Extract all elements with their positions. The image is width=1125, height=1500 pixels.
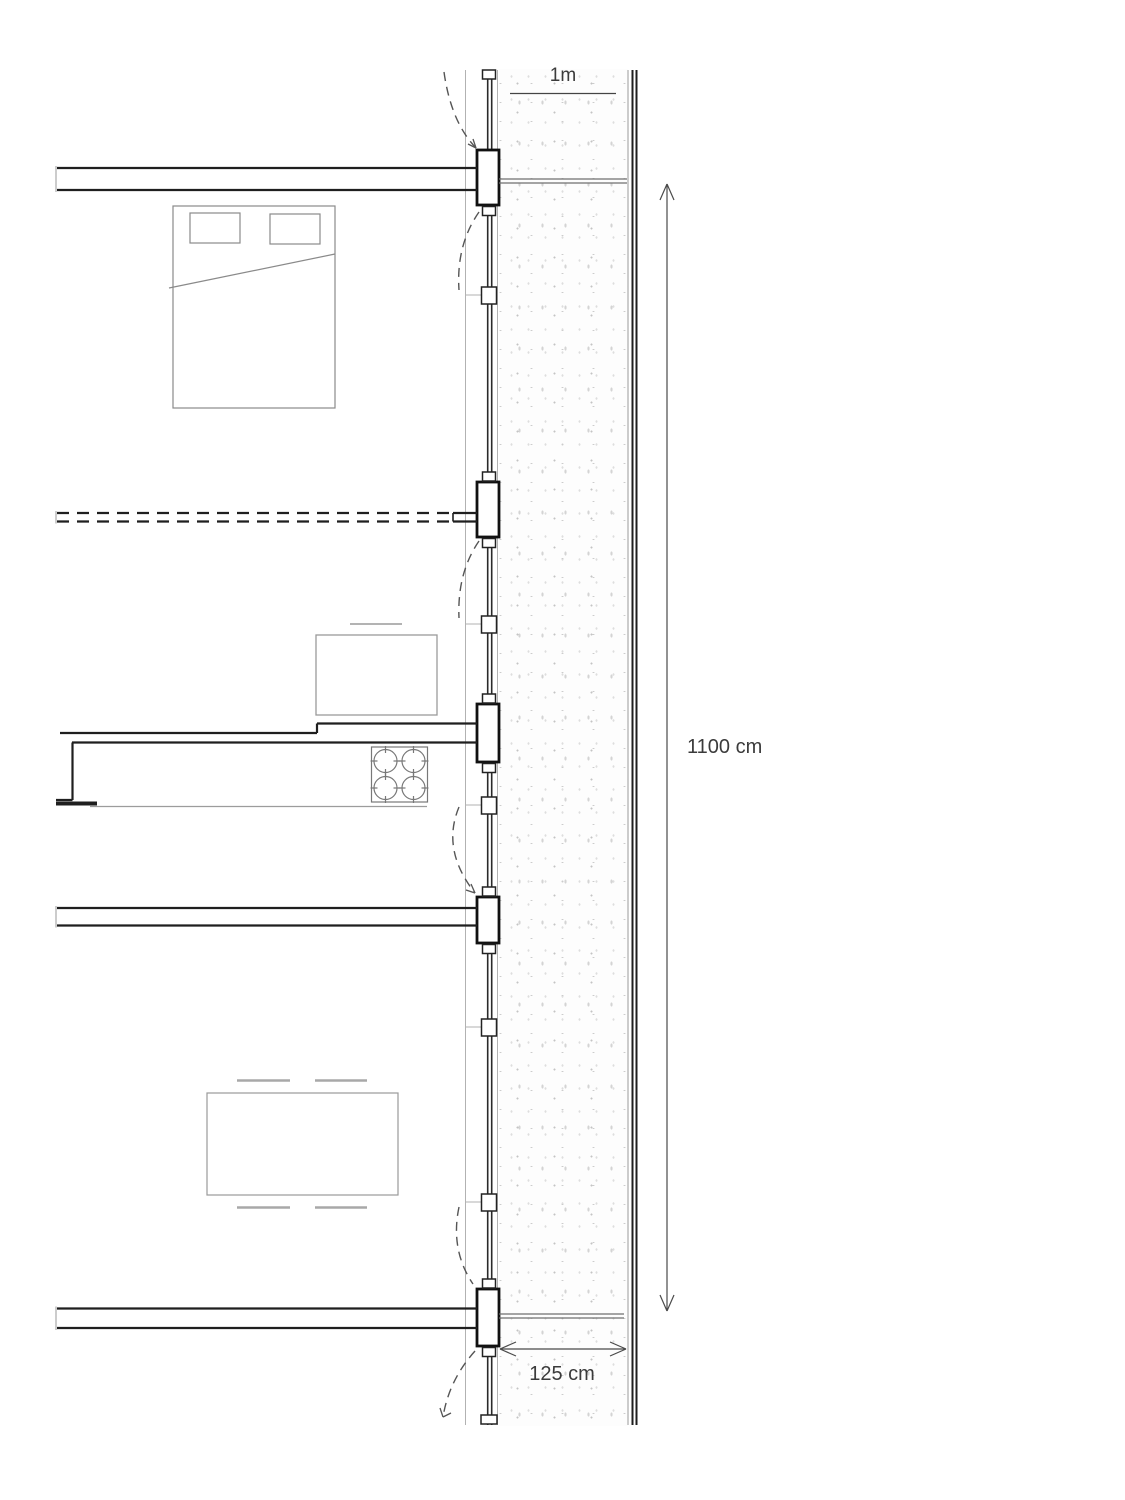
pillow xyxy=(190,213,240,243)
pillow xyxy=(270,214,320,244)
door-swing-arc xyxy=(443,1351,475,1417)
dining-table xyxy=(207,1081,398,1208)
column xyxy=(477,150,499,205)
scale-bar-label: 1m xyxy=(549,65,577,86)
door-swing-arc xyxy=(444,72,476,148)
column xyxy=(477,897,499,943)
door-swing-arc xyxy=(453,807,475,893)
dimension-arrow-vertical xyxy=(660,184,674,1311)
table-top xyxy=(207,1093,398,1195)
dimension-arrow-horizontal xyxy=(500,1342,626,1356)
stove xyxy=(371,746,429,803)
door-swing-arrowheads xyxy=(440,139,476,1417)
door-swing-arc xyxy=(456,1207,473,1284)
door-swing-arc xyxy=(459,212,479,290)
bed xyxy=(169,206,335,408)
vertical-dimension-label: 1100 cm xyxy=(687,736,763,758)
burner-ticks xyxy=(371,746,429,803)
blanket-fold-line xyxy=(169,254,335,288)
horizontal-dimension-label: 125 cm xyxy=(529,1363,595,1385)
balcony-dividers xyxy=(499,179,627,1318)
stove-outline xyxy=(372,747,428,802)
exterior-rail-wall xyxy=(628,70,637,1425)
door-swing-arcs xyxy=(443,72,479,1417)
column xyxy=(477,482,499,537)
column xyxy=(477,704,499,762)
bed-frame xyxy=(173,206,335,408)
door-swing-arc xyxy=(459,541,479,618)
column xyxy=(477,1289,499,1346)
kitchen-cabinet xyxy=(316,624,437,715)
